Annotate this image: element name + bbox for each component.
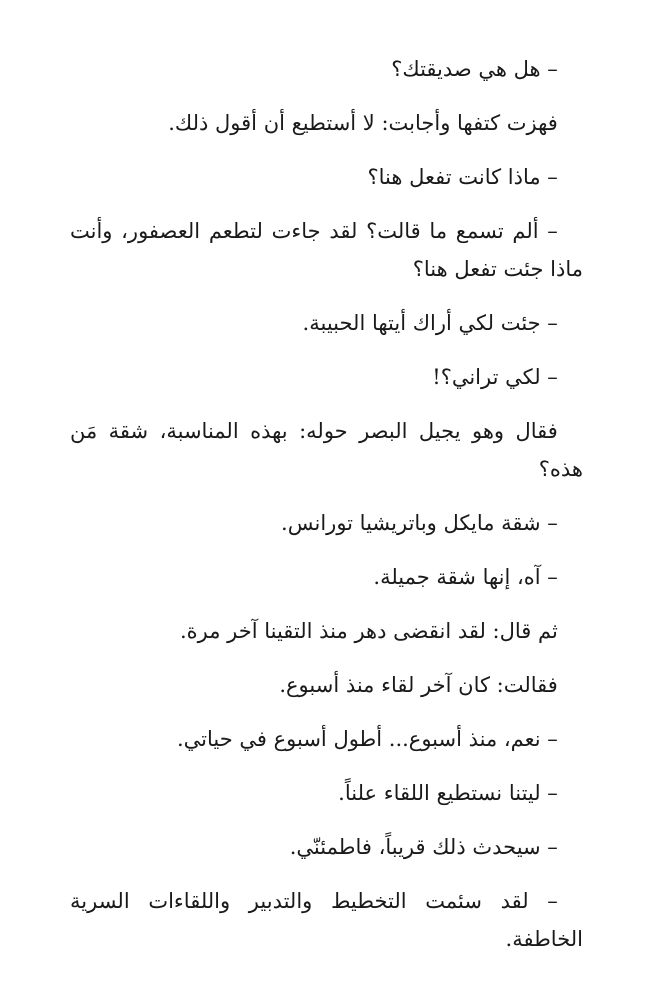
paragraph: – ليتنا نستطيع اللقاء علناً.	[338, 781, 558, 805]
paragraph: – نعم، منذ أسبوع... أطول أسبوع في حياتي.	[176, 727, 558, 751]
paragraph: فقالت: كان آخر لقاء منذ أسبوع.	[279, 673, 558, 697]
paragraph: فهزت كتفها وأجابت: لا أستطيع أن أقول ذلك.	[168, 111, 558, 135]
paragraph: – سيحدث ذلك قريباً، فاطمئنّي.	[289, 835, 558, 859]
book-page	[70, 50, 583, 974]
paragraph: – جئت لكي أراك أيتها الحبيبة.	[302, 311, 558, 335]
paragraph: ثم قال: لقد انقضى دهر منذ التقينا آخر مرة.	[179, 619, 558, 643]
paragraph: – ألم تسمع ما قالت؟ لقد جاءت لتطعم العصفور، وأنت ماذا جئت تفعل هنا؟	[70, 219, 583, 281]
paragraph: – ماذا كانت تفعل هنا؟	[367, 165, 558, 189]
paragraph: – آه، إنها شقة جميلة.	[373, 565, 558, 589]
paragraph: – لقد سئمت التخطيط والتدبير واللقاءات السرية الخاطفة.	[70, 889, 583, 951]
paragraph: – شقة مايكل وباتريشيا تورانس.	[281, 511, 558, 535]
paragraph: – لكي تراني؟!	[432, 365, 558, 389]
paragraph: فقال وهو يجيل البصر حوله: بهذه المناسبة، شقة مَن هذه؟	[70, 419, 583, 481]
paragraph: – هل هي صديقتك؟	[391, 57, 558, 81]
